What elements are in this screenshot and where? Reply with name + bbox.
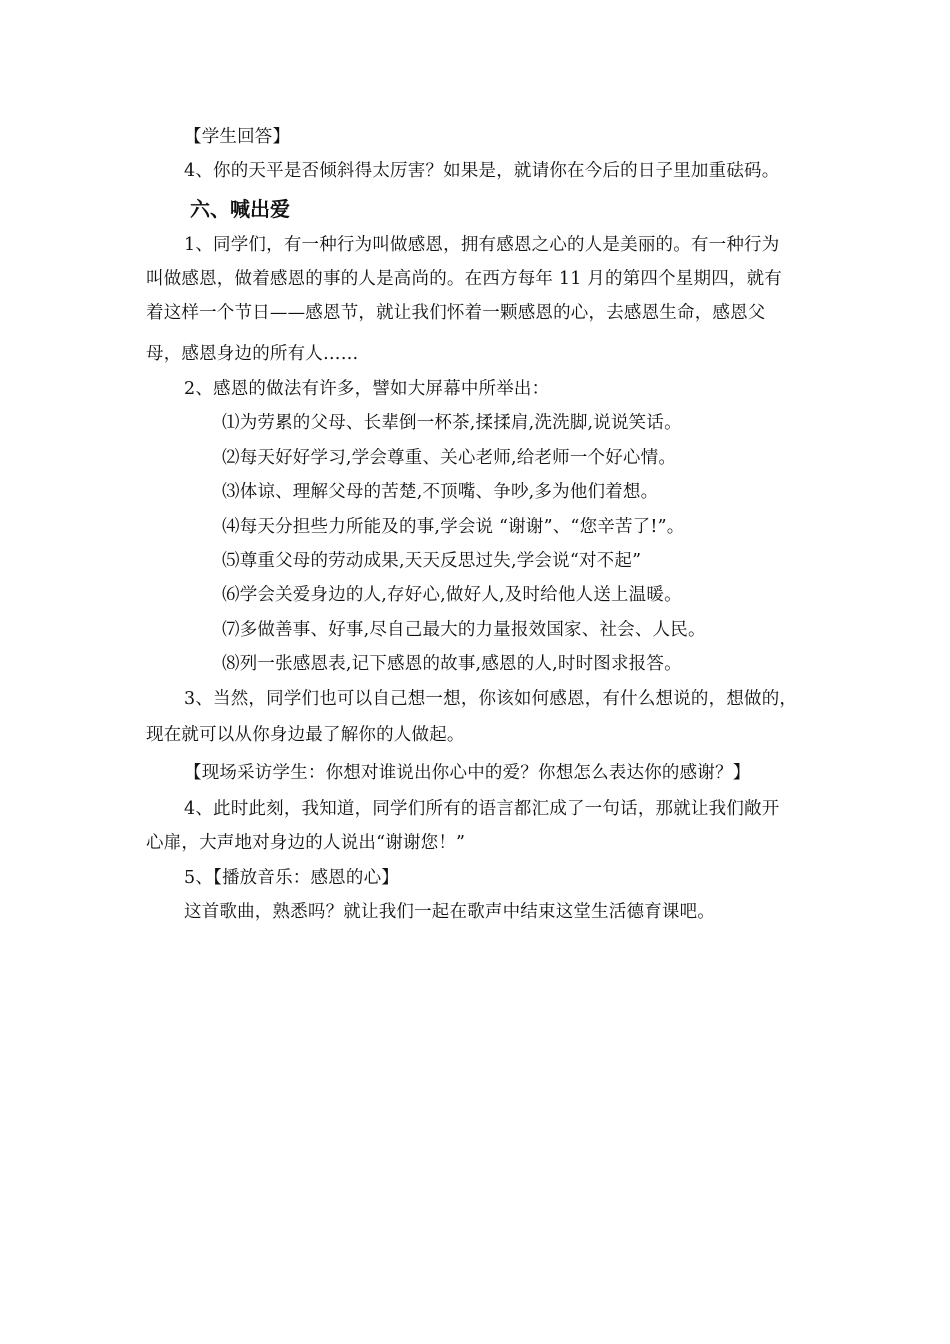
student-answer-note: 【学生回答】 (184, 127, 291, 147)
p5-music-note: 5、【播放音乐：感恩的心】 (184, 868, 399, 888)
list-item: ⑹学会关爱身边的人,存好心,做好人,及时给他人送上温暖。 (222, 585, 682, 605)
list-item: ⑵每天好好学习,学会尊重、关心老师,给老师一个好心情。 (222, 448, 677, 468)
p1-line-3: 着这样一个节日——感恩节，就让我们怀着一颗感恩的心，去感恩生命，感恩父 (146, 303, 766, 323)
interview-note: 【现场采访学生：你想对谁说出你心中的爱？你想怎么表达你的感谢？】 (184, 763, 751, 783)
p1-line-2: 叫做感恩，做着感恩的事的人是高尚的。在西方每年 11 月的第四个星期四，就有 (146, 269, 782, 289)
list-item: ⑷每天分担些力所能及的事,学会说 “谢谢”、“您辛苦了!”。 (222, 517, 685, 537)
p4-line-1: 4、此时此刻，我知道，同学们所有的语言都汇成了一句话，那就让我们敞开 (184, 799, 780, 819)
closing-line: 这首歌曲，熟悉吗？就让我们一起在歌声中结束这堂生活德育课吧。 (184, 902, 715, 922)
p3-line-2: 现在就可以从你身边最了解你的人做起。 (146, 725, 465, 745)
item4-balance-text: 4、你的天平是否倾斜得太厉害？如果是，就请你在今后的日子里加重砝码。 (184, 161, 780, 181)
list-item: ⑸尊重父母的劳动成果,天天反思过失,学会说“对不起” (222, 551, 642, 571)
list-item: ⑺多做善事、好事,尽自己最大的力量报效国家、社会、人民。 (222, 620, 706, 640)
list-item: ⑻列一张感恩表,记下感恩的故事,感恩的人,时时图求报答。 (222, 654, 682, 674)
list-item: ⑶体谅、理解父母的苦楚,不顶嘴、争吵,多为他们着想。 (222, 482, 659, 502)
p1-line-4: 母，感恩身边的所有人…… (146, 344, 359, 364)
p4-line-2: 心扉，大声地对身边的人说出“谢谢您！” (146, 833, 466, 853)
p1-line-1: 1、同学们，有一种行为叫做感恩，拥有感恩之心的人是美丽的。有一种行为 (184, 235, 780, 255)
p3-line-1: 3、当然，同学们也可以自己想一想，你该如何感恩，有什么想说的，想做的， (184, 689, 798, 709)
p2-intro: 2、感恩的做法有许多，譬如大屏幕中所举出： (184, 379, 550, 399)
section-heading: 六、喊出爱 (190, 197, 290, 221)
list-item: ⑴为劳累的父母、长辈倒一杯茶,揉揉肩,洗洗脚,说说笑话。 (222, 413, 682, 433)
